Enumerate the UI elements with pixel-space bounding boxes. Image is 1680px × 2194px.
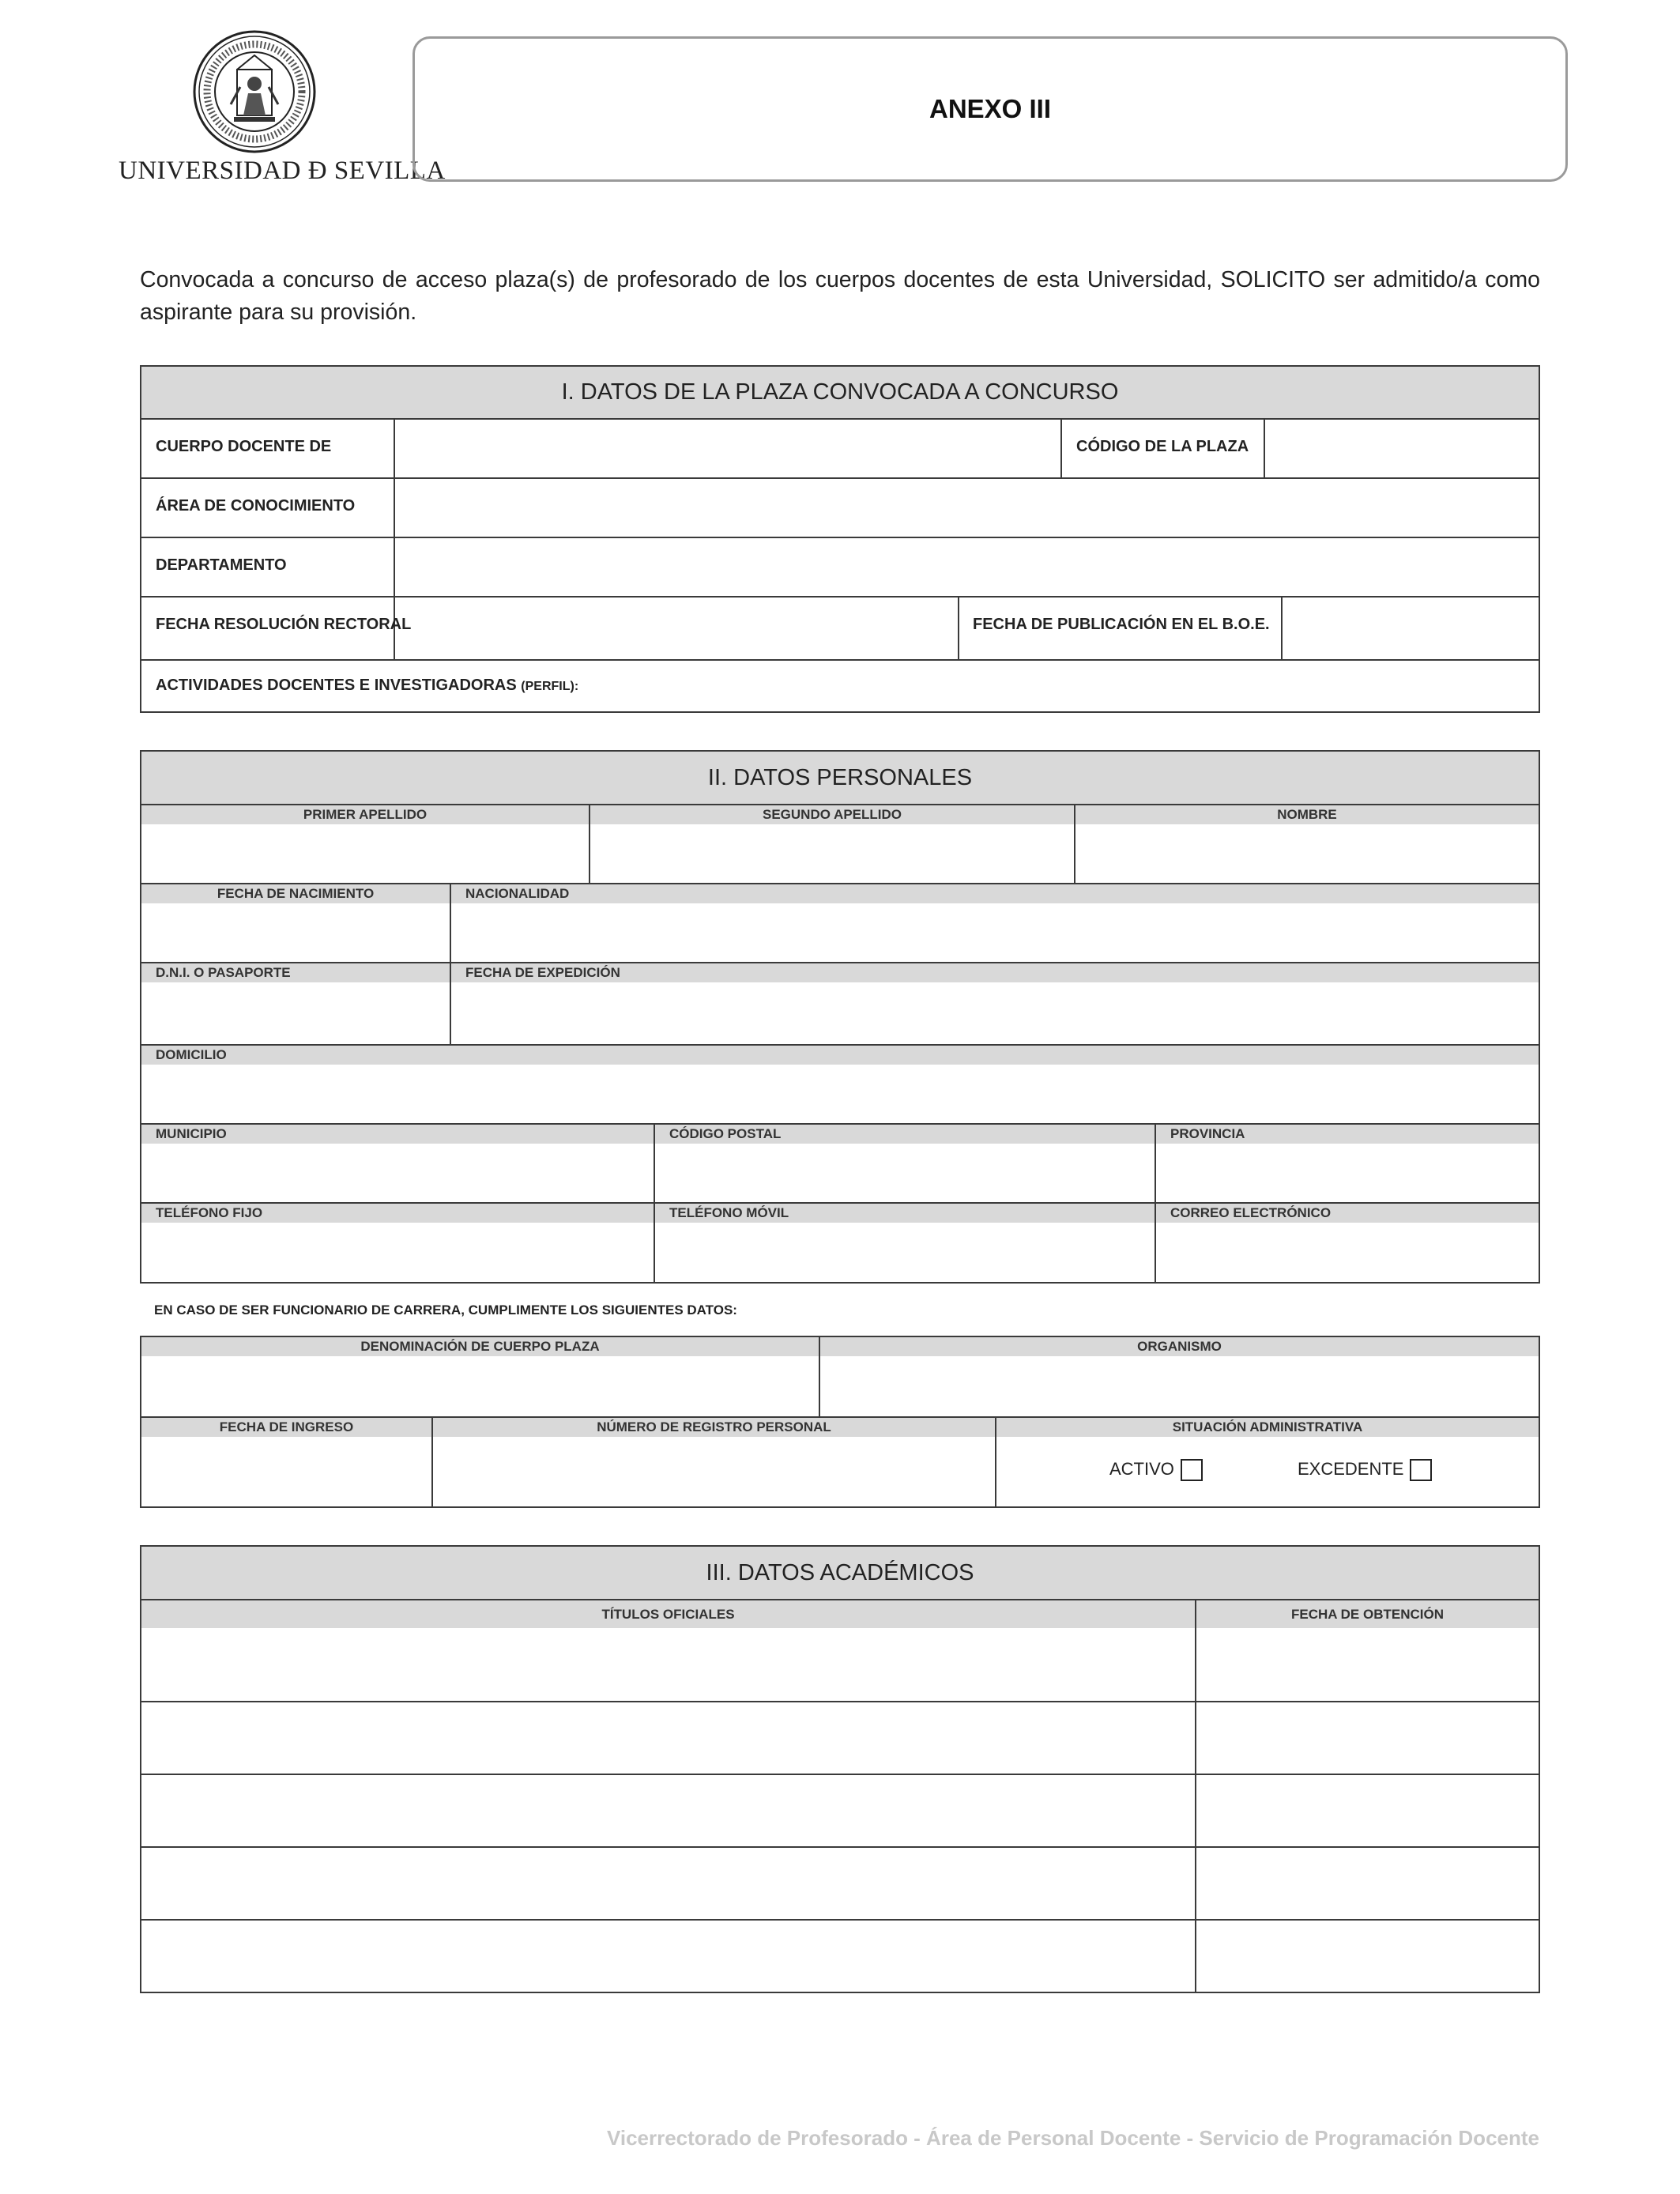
fecha-obtencion-label: FECHA DE OBTENCIÓN bbox=[1196, 1600, 1539, 1628]
university-seal-icon bbox=[191, 28, 318, 155]
fecha-obtencion-field[interactable] bbox=[1196, 1848, 1539, 1919]
telefono-movil-label: TELÉFONO MÓVIL bbox=[655, 1204, 1155, 1223]
section-personales-heading: II. DATOS PERSONALES bbox=[141, 752, 1539, 804]
activo-checkbox[interactable] bbox=[1181, 1459, 1203, 1481]
section-plaza bbox=[140, 365, 1540, 713]
page-footer: Vicerrectorado de Profesorado - Área de Personal Docente - Servicio de Programación Docente bbox=[606, 2126, 1539, 2150]
activo-label: ACTIVO bbox=[1109, 1459, 1174, 1479]
university-logo bbox=[119, 24, 446, 190]
nombre-label: NOMBRE bbox=[1075, 805, 1539, 824]
fecha-resolucion-field[interactable] bbox=[395, 598, 956, 659]
telefono-fijo-field[interactable] bbox=[141, 1223, 654, 1282]
page-title: ANEXO III bbox=[929, 94, 1052, 123]
funcionario-table bbox=[140, 1336, 1540, 1508]
segundo-apellido-field[interactable] bbox=[590, 824, 1074, 883]
titulo-field[interactable] bbox=[141, 1848, 1195, 1919]
excedente-label: EXCEDENTE bbox=[1298, 1459, 1404, 1479]
cuerpo-docente-label: CUERPO DOCENTE DE bbox=[156, 438, 332, 455]
nombre-field[interactable] bbox=[1075, 824, 1539, 883]
activo-option[interactable] bbox=[1109, 1459, 1203, 1481]
fecha-resolucion-label: FECHA RESOLUCIÓN RECTORAL bbox=[156, 616, 412, 633]
nacionalidad-field[interactable] bbox=[451, 903, 1539, 962]
domicilio-label: DOMICILIO bbox=[141, 1046, 1539, 1065]
fecha-boe-label: FECHA DE PUBLICACIÓN EN EL B.O.E. bbox=[973, 616, 1270, 633]
codigo-postal-label: CÓDIGO POSTAL bbox=[655, 1125, 1155, 1144]
dni-field[interactable] bbox=[141, 982, 450, 1044]
funcionario-note: EN CASO DE SER FUNCIONARIO DE CARRERA, CUMPLIMENTE LOS SIGUIENTES DATOS: bbox=[154, 1302, 737, 1318]
area-conocimiento-label: ÁREA DE CONOCIMIENTO bbox=[156, 497, 356, 515]
denominacion-field[interactable] bbox=[141, 1356, 819, 1416]
organismo-label: ORGANISMO bbox=[820, 1337, 1539, 1356]
perfil-text: (PERFIL): bbox=[521, 680, 579, 693]
actividades-label bbox=[156, 677, 578, 695]
denominacion-label: DENOMINACIÓN DE CUERPO PLAZA bbox=[141, 1337, 819, 1356]
organismo-field[interactable] bbox=[820, 1356, 1539, 1416]
section-plaza-heading: I. DATOS DE LA PLAZA CONVOCADA A CONCURSO bbox=[141, 367, 1539, 418]
logo-text: UNIVERSIDAD Ð SEVILLA bbox=[119, 156, 446, 185]
fecha-expedicion-label: FECHA DE EXPEDICIÓN bbox=[451, 963, 1539, 982]
departamento-label: DEPARTAMENTO bbox=[156, 556, 287, 574]
codigo-postal-field[interactable] bbox=[655, 1144, 1155, 1202]
municipio-field[interactable] bbox=[141, 1144, 654, 1202]
titulo-field[interactable] bbox=[141, 1628, 1195, 1701]
titulo-field[interactable] bbox=[141, 1775, 1195, 1846]
fecha-obtencion-field[interactable] bbox=[1196, 1702, 1539, 1774]
correo-label: CORREO ELECTRÓNICO bbox=[1156, 1204, 1539, 1223]
fecha-obtencion-field[interactable] bbox=[1196, 1628, 1539, 1701]
intro-paragraph: Convocada a concurso de acceso plaza(s) de profesorado de los cuerpos docentes de esta Universidad, SOLICITO ser admitido/a como aspirante para su provisión. bbox=[140, 267, 1540, 325]
titulo-field[interactable] bbox=[141, 1702, 1195, 1774]
fecha-expedicion-field[interactable] bbox=[451, 982, 1539, 1044]
telefono-fijo-label: TELÉFONO FIJO bbox=[141, 1204, 654, 1223]
excedente-checkbox[interactable] bbox=[1410, 1459, 1432, 1481]
primer-apellido-label: PRIMER APELLIDO bbox=[141, 805, 589, 824]
telefono-movil-field[interactable] bbox=[655, 1223, 1155, 1282]
actividades-text: ACTIVIDADES DOCENTES E INVESTIGADORAS bbox=[156, 677, 517, 694]
nacionalidad-label: NACIONALIDAD bbox=[451, 884, 1539, 903]
segundo-apellido-label: SEGUNDO APELLIDO bbox=[590, 805, 1074, 824]
titulos-label: TÍTULOS OFICIALES bbox=[141, 1600, 1195, 1628]
fecha-boe-field[interactable] bbox=[1283, 598, 1539, 659]
fecha-ingreso-label: FECHA DE INGRESO bbox=[141, 1418, 431, 1437]
title-box bbox=[412, 36, 1568, 182]
codigo-plaza-label: CÓDIGO DE LA PLAZA bbox=[1076, 438, 1249, 455]
fecha-ingreso-field[interactable] bbox=[141, 1437, 431, 1506]
excedente-option[interactable] bbox=[1298, 1459, 1432, 1481]
fecha-obtencion-field[interactable] bbox=[1196, 1775, 1539, 1846]
registro-label: NÚMERO DE REGISTRO PERSONAL bbox=[433, 1418, 995, 1437]
departamento-field[interactable] bbox=[395, 538, 1539, 596]
fecha-nacimiento-label: FECHA DE NACIMIENTO bbox=[141, 884, 450, 903]
domicilio-field[interactable] bbox=[141, 1065, 1539, 1123]
provincia-field[interactable] bbox=[1156, 1144, 1539, 1202]
fecha-obtencion-field[interactable] bbox=[1196, 1921, 1539, 1992]
area-conocimiento-field[interactable] bbox=[395, 479, 1539, 537]
provincia-label: PROVINCIA bbox=[1156, 1125, 1539, 1144]
municipio-label: MUNICIPIO bbox=[141, 1125, 654, 1144]
fecha-nacimiento-field[interactable] bbox=[141, 903, 450, 962]
section-academicos bbox=[140, 1545, 1540, 1993]
section-academicos-heading: III. DATOS ACADÉMICOS bbox=[141, 1547, 1539, 1599]
primer-apellido-field[interactable] bbox=[141, 824, 589, 883]
titulo-field[interactable] bbox=[141, 1921, 1195, 1992]
section-personales bbox=[140, 750, 1540, 1284]
codigo-plaza-field[interactable] bbox=[1265, 420, 1539, 477]
dni-label: D.N.I. O PASAPORTE bbox=[141, 963, 450, 982]
cuerpo-docente-field[interactable] bbox=[395, 420, 1059, 477]
correo-field[interactable] bbox=[1156, 1223, 1539, 1282]
situacion-label: SITUACIÓN ADMINISTRATIVA bbox=[996, 1418, 1539, 1437]
registro-field[interactable] bbox=[433, 1437, 995, 1506]
